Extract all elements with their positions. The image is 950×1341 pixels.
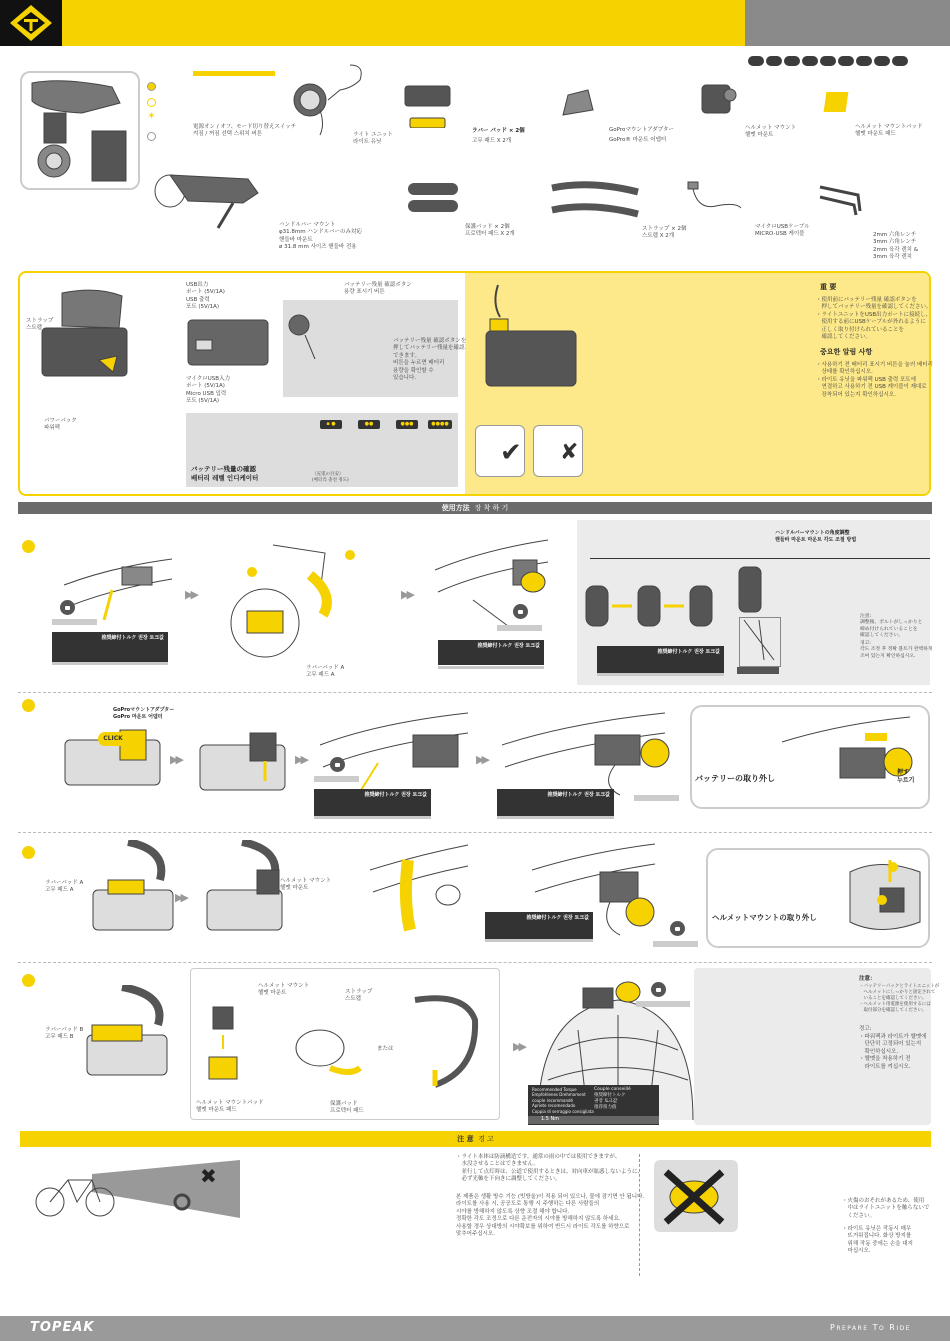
usb-out-label: USB出力 ポート (5V/1A) USB 출력 포트 (5V/1A) [186,282,225,311]
step3-helmet-mount: ヘルメット マウント 헬멧 마운트 [280,878,332,892]
step-1-marker [22,540,35,553]
step2-torque-box: 推奨締付トルク 권장 토크값 [314,789,431,816]
step2-torque-underline [314,816,431,819]
step4-note-ja: ・バッテリーパックとライトユニットが ヘルメットにしっかりと固定されて いることを確認してください。 ・ヘルメット用電源を使用するには 取付部分を確認してください。 [859,984,940,1014]
step4-or: または [377,1046,394,1052]
torque-lock-icon [670,921,685,936]
angle-closeup-box [739,617,781,667]
protect-pad-2 [408,200,458,212]
click-badge: CLICK [98,732,128,746]
product-photo-box [20,71,140,190]
torque-lock-icon [651,982,666,997]
indicator-title-ko: 배터리 레벨 인디케이터 [191,474,259,482]
remove-battery-label: バッテリーの取り外し [695,774,775,783]
caution-title-ko: 경 고 [478,1135,494,1143]
caution-text-ja: ・ライト本体は防滴構造です。通常の雨の中では使用できますが、 水没させることはできません。 並行して点灯時は、公道で使用するときは、対向車が眩惑しないように、 必ず光軸を下向きに調整してください。 [456,1154,644,1183]
topeak-logo-icon [0,0,62,46]
caution-divider [639,1154,640,1276]
torque-lock-icon [513,604,528,619]
remove-helmet-marker-a [888,862,898,872]
wrong-beam-icon: ✖ [200,1164,217,1188]
helmet-pad-label: ヘルメット マウントパッド 헬멧 마운트 패드 [855,124,923,138]
power-pack-illustration [37,288,137,398]
indicator-title: バッテリー残量の確認 [191,465,256,473]
important-title-ja: 重 要 [820,283,837,291]
usb-cable-illustration [686,180,746,215]
remove-marker [865,733,887,741]
torque-lock-icon [330,757,345,772]
step4-rubber-b-illustration [82,985,182,1095]
indicator-led-2: ●● [358,420,380,429]
step4-note-title: 注意： [859,976,876,982]
step-arrow: ▶▶ [513,1040,524,1053]
section-divider [18,832,932,833]
step-arrow: ▶▶ [476,753,487,766]
usage-title-ko: 장 착 하 기 [474,504,509,512]
step4-strap: ストラップ 스트랩 [345,989,373,1003]
step3-rubber-a: ラバーパッド A 고무 패드 A [45,880,84,894]
torque-spec-bar [634,795,679,801]
step4-helmet-mount: ヘルメット マウント 헬멧 마운트 [258,983,310,997]
step2-battery-illustration [195,725,305,805]
step1-mount-illustration [433,530,553,630]
caution-title-ja: 注 意 [457,1135,474,1143]
usb-cable-label: マイクロUSBケーブル MICRO-USB 케이블 [755,224,810,238]
helmet-mount-illustration [692,75,742,125]
gopro-adapter-label: GoProマウントアダプター [609,127,674,133]
check-icon: ✔ [500,438,522,468]
step-4-marker [22,974,35,987]
step4-protect-pad: 保護パッド 프로텍터 패드 [330,1101,364,1115]
caution-text-ko: 본 제품은 생활 방수 기능 (빗방울)이 적용 되어 있으나, 물에 잠기면 안 됩니다. 라이트를 사용 시, 공공도로 통행 시 주행하는 다른 사람들의 시야를 방해하지 않도록 상향 조절 해야 합니다. 정확한 각도 조정으로 다른 운전자의 시야를 방해하지 않도록 하세요. 사용할 경우 상대방의 시야확보를 위하여 반드시 라이트 각도를 하향으로 맞추어주십시오. [456,1194,645,1238]
step-2-marker [22,699,35,712]
important-title-ko: 중요한 알림 사항 [820,348,873,356]
step2-light-illustration [500,705,670,800]
step-arrow: ▶▶ [170,753,181,766]
power-pack-label: パワーパック 파워팩 [44,418,77,432]
section-divider [18,962,932,963]
important-text-ja: ・使用前にバッテリー残量 確認ボタンを 押してバッテリー残量を確認してください。 ・ライトユニットをUSB出力ポートに接続し、 使用する前にUSBケーブルが外れるように 正しく取り付けられていることを 確認してください。 [816,297,932,341]
indicator-led-1: ▪ ● [320,420,342,429]
ng-connection-box [533,425,583,477]
cross-icon: ✘ [560,440,579,465]
usage-title-ja: 使用方法 [441,504,470,512]
battery-detail-illustration [186,310,276,370]
torque-spec-bar [314,776,359,782]
torque-ja: Couple conseillé 推奨締付トルク 권장 토크값 推荐扭力值 [594,1087,631,1111]
handlebar-mount-label: ハンドルバー マウント φ31.8mm ハンドルバーのみ対応 핸들바 마운트 ø 31.8 mm 사이즈 핸들바 전용 [279,222,362,251]
step1-torque-underline [52,662,168,665]
step-arrow: ▶▶ [175,891,186,904]
hot-warning-ko: ・라이트 유닛은 작동시 매우 뜨거워집니다. 화상 방지를 위해 작동 중에는 손을 대지 마십시오. [842,1226,913,1255]
header-bar [0,0,745,46]
step1-strap-illustration [225,535,345,665]
push-label: 押す 누르기 [897,769,915,785]
finger-press-illustration [287,313,327,363]
footer-bar [0,1316,950,1341]
indicator-led-3: ●●● [396,420,418,429]
protect-pad-1 [408,183,458,195]
step4-strap-loop-illustration [405,990,485,1090]
angle-closeup-bar [737,667,779,674]
step2-gopro-label: GoProマウントアダプター GoPro 마운트 어댑터 [113,707,175,720]
switch-highlight [193,71,275,76]
product-photo-illustration [22,73,138,188]
angle-sequence-illustration [584,568,734,638]
gopro-adapter-illustration [558,85,598,125]
switch-desc: 電源オン / オフ、モード切り替えスイッチ 켜짐 / 꺼짐 선택 스위치 버튼 [193,124,297,138]
angle-title: ハンドルバーマウントの角度調整 핸들바 마운트 마운트 각도 조절 방법 [775,530,857,543]
usage-header [18,502,932,514]
footer-brand: TOPEAK [30,1320,95,1335]
angle-torque-box: 推奨締付トルク 권장 토크값 [597,646,724,673]
torque-spec-bar [636,1001,690,1007]
step4-note-ko-title: 경고: [859,1026,872,1032]
footer-slogan: Prepare To Ride [830,1323,912,1332]
step-arrow: ▶▶ [295,753,306,766]
hot-warning-ja: ・火傷のおそれがあるため、使用 中はライトユニットを触らないで ください。 [842,1198,930,1219]
rubber-pad-label-ko: 고무 패드 X 2개 [472,138,512,144]
angle-torque-underline [597,673,724,676]
angle-divider [590,558,930,559]
press-note: バッテリー残量 確認ボタンを 押してバッテリー残量を確認 できます。 버튼을 누르면 배터리 용량을 확인할 수 있습니다. [393,338,467,382]
usb-connect-illustration [478,283,588,408]
step1-torque-box: 推奨締付トルク 권장 토크값 [52,632,168,662]
step-3-marker [22,846,35,859]
step1-rubber-a: ラバーパッド A 고무 패드 A [306,665,345,679]
hot-light-illustration [656,1162,736,1232]
strap-illustration [550,180,640,230]
step-arrow: ▶▶ [185,588,196,601]
step2-torque-underline-2 [497,816,614,819]
step3-strap-illustration [88,840,188,940]
ok-connection-box [475,425,525,477]
hex-keys-illustration [818,183,868,218]
angle-note-ja: 注意: 調整後、ボルトがしっかりと 締め付けられていることを 確認してください。 [860,614,923,639]
topeak-logo [0,0,62,46]
step4-helmet-pad: ヘルメット マウントパッド 헬멧 마운트 패드 [196,1100,264,1114]
indicator-sub: （充電の目安） (배터리 충전 정도) [312,472,349,484]
step1-torque-box-2: 推奨締付トルク 권장 토크값 [438,640,544,665]
remove-battery-illustration [780,712,920,802]
step4-rubber-b: ラバーパッド B 고무 패드 B [45,1027,84,1041]
step1-marker-b [247,567,257,577]
step1-marker-a [345,550,355,560]
section-divider [18,692,932,693]
level-button-label: バッテリー残量 確認ボタン 용량 표시기 버튼 [344,282,412,296]
rubber-pad-illustration [400,78,460,128]
handlebar-mount-illustration [148,163,268,233]
helmet-mount-label: ヘルメット マウント 헬멧 마운트 [745,125,797,139]
remove-helmet-marker-b [877,895,887,905]
hex-keys-label: 2mm 六角レンチ 3mm 六角レンチ 2mm 육각 렌치 & 3mm 육각 렌치 [873,232,919,261]
step3-torque-box: 推奨締付トルク 권장 토크값 [485,912,593,939]
torque-spec-bar [52,619,97,625]
remove-helmet-label: ヘルメットマウントの取り外し [712,913,817,922]
micro-usb-in-label: マイクロUSB入力 ポート (5V/1A) Micro USB 입력 포트 (5V/1A) [186,376,231,405]
step2-torque-box-2: 推奨締付トルク 권장 토크값 [497,789,614,816]
language-dots [748,56,918,68]
step4-helmet-pad-illustration [203,1005,253,1085]
light-unit-label: ライト ユニット 라이트 유닛 [353,132,393,146]
step4-note-ko: ・파워팩과 라이트가 헬멧에 단단히 고정되어 있는지 확인하십시오. ・헬멧을 착용하기 전 라이트를 켜십시오. [859,1034,927,1070]
important-text-ko: ・사용하기 전 배터리 표시기 버튼을 눌러 배터리 상태를 확인하십시오. ・라이트 유닛을 파워팩 USB 출력 포트에 연결하고 사용하기 전 USB 케이블이 제대로 장착되어 있는지 확인하십시오. [816,362,933,398]
step3-strap-wrap-illustration [368,840,478,950]
mode-indicators: ✶ [147,82,159,146]
step2-mount-illustration [318,705,478,800]
torque-multilang: Recommended Torque Empfohlenes Drehmoment couple recommandé Apriete recomendado Coppia di serraggio consigliata [532,1087,594,1114]
torque-spec-bar [653,941,698,947]
step4-mount-strap-illustration [290,1018,370,1078]
torque-spec-bar [497,625,542,631]
step1-torque-underline-2 [438,666,544,669]
indicator-led-4: ●●●● [428,420,452,429]
protect-pad-label: 保護パッド × 2個 프로텍터 패드 X 2개 [465,224,515,238]
strap-label: ストラップ × 2個 스트랩 X 2개 [642,226,687,240]
torque-lock-icon [60,600,75,615]
battery-strap-label: ストラップ 스트랩 [26,318,54,332]
caution-header [20,1131,931,1147]
step-arrow: ▶▶ [401,588,412,601]
helmet-pad-image [824,92,849,112]
rubber-pad-label: ラバー パッド × 2個 [472,128,525,134]
torque-value: 1.5 Nm [541,1116,560,1122]
gopro-adapter-label-ko: GoPro® 마운트 어댑터 [609,137,667,143]
step3-torque-underline [485,939,593,942]
angle-note-ko: 경고: 각도 조정 후 정확 볼트가 완벽하게 조여 있는지 확인하십시오. [860,641,933,659]
header-gray-block [745,0,950,46]
